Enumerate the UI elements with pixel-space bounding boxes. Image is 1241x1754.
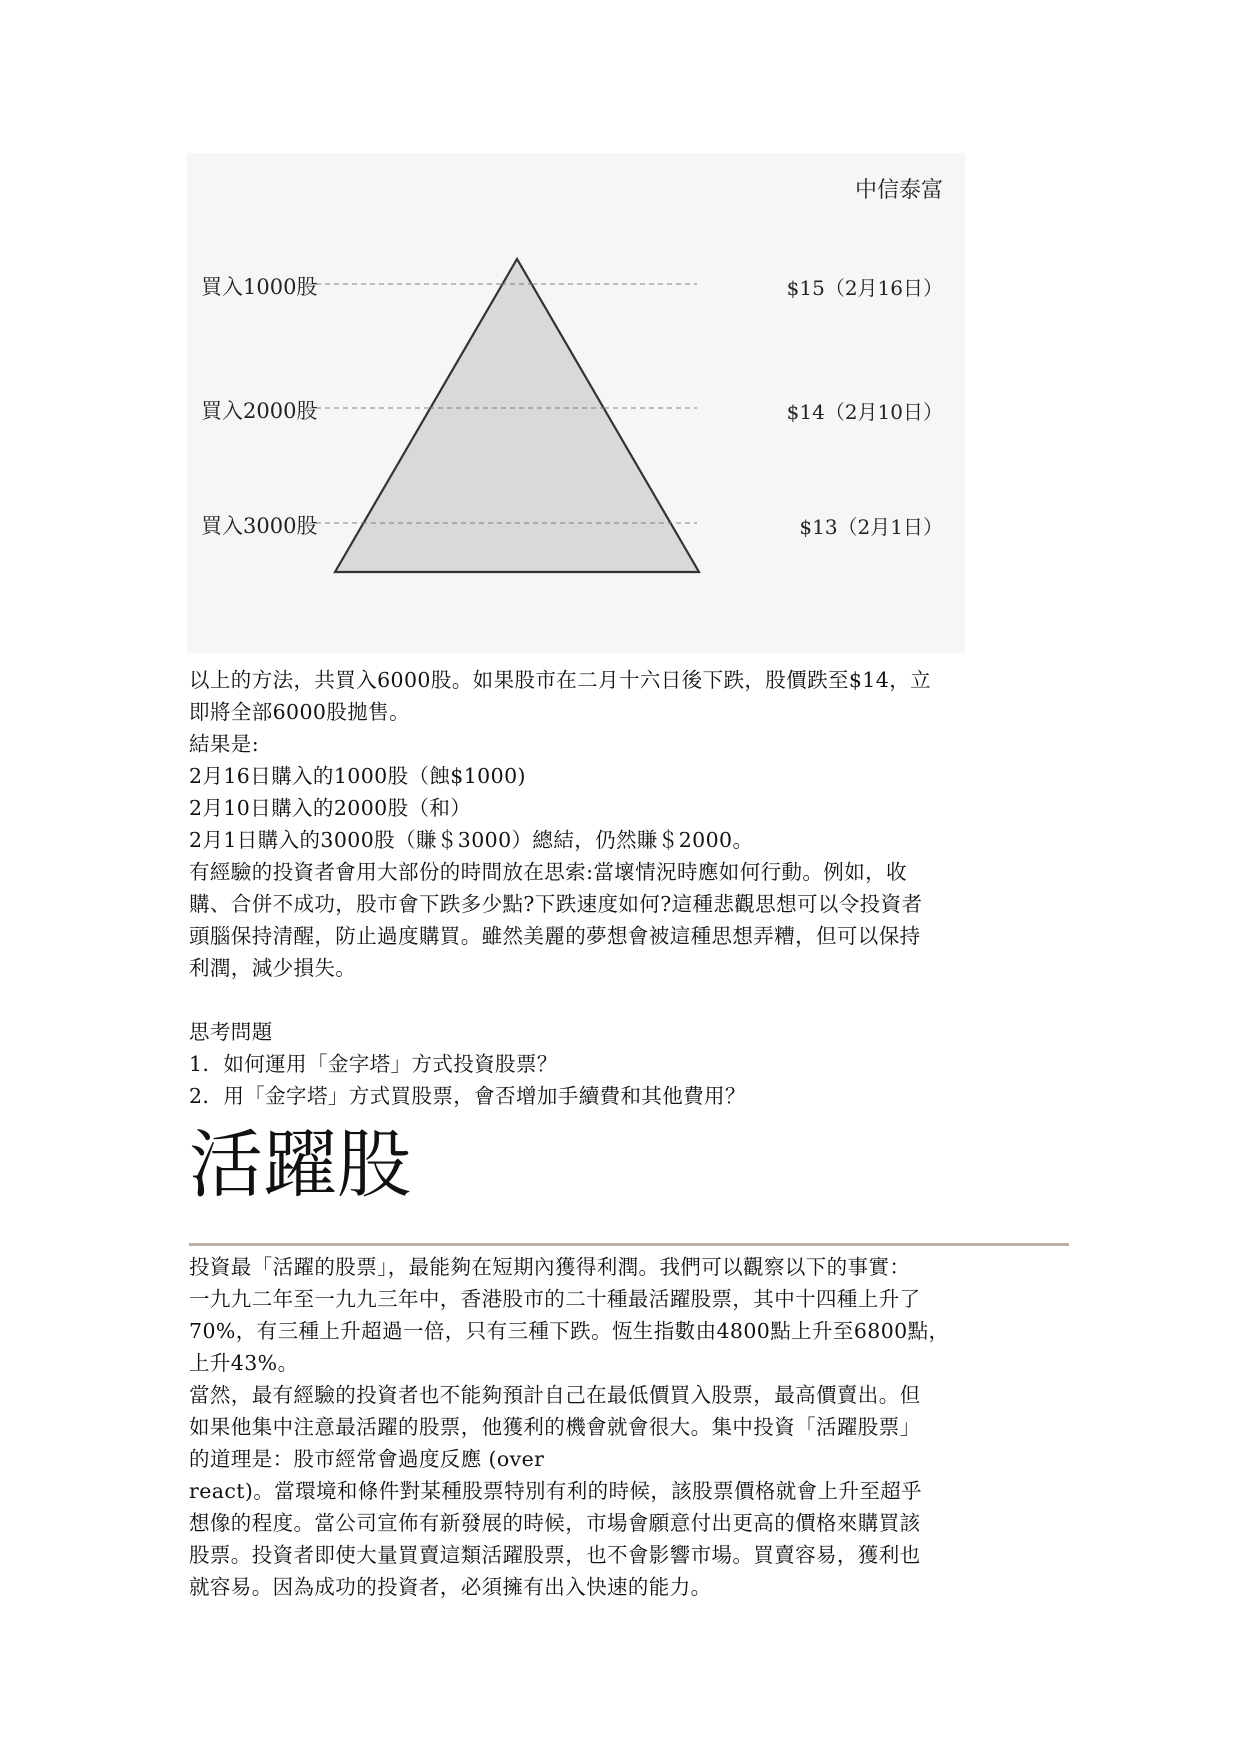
section-title: 活躍股 <box>189 1122 411 1208</box>
level-1-buy-label: 買入1000股 <box>201 275 318 299</box>
paragraph-line: 想像的程度。當公司宣佈有新發展的時候，市場會願意付出更高的價格來購買該 <box>189 1511 921 1535</box>
paragraph-line: 股票。投資者即使大量買賣這類活躍股票，也不會影響市場。買賣容易，獲利也 <box>189 1543 921 1567</box>
paragraph-line: 投資最「活躍的股票」，最能夠在短期內獲得利潤。我們可以觀察以下的事實： <box>189 1255 911 1279</box>
paragraph-line: 如果他集中注意最活躍的股票，他獲利的機會就會很大。集中投資「活躍股票」 <box>189 1415 921 1439</box>
level-2-price-label: $14（2月10日） <box>786 400 943 424</box>
paragraph-line: 當然，最有經驗的投資者也不能夠預計自己在最低價買入股票，最高價賣出。但 <box>189 1383 921 1407</box>
paragraph-line: 就容易。因為成功的投資者，必須擁有出入快速的能力。 <box>189 1575 712 1599</box>
level-1-price-label: $15（2月16日） <box>786 276 943 300</box>
paragraph-line: 有經驗的投資者會用大部份的時間放在思索:當壞情況時應如何行動。例如，收 <box>189 860 907 884</box>
questions-heading: 思考問題 <box>189 1020 273 1044</box>
paragraph-line: react)。當環境和條件對某種股票特別有利的時候，該股票價格就會上升至超乎 <box>189 1479 923 1503</box>
paragraph-line: 70%，有三種上升超過一倍，只有三種下跌。恆生指數由4800點上升至6800點， <box>189 1319 950 1343</box>
brand-label: 中信泰富 <box>854 178 943 203</box>
pyramid-triangle <box>335 259 699 572</box>
paragraph-line: 一九九二年至一九九三年中，香港股市的二十種最活躍股票，其中十四種上升了 <box>189 1287 921 1311</box>
active-stocks-body <box>189 1251 1069 1603</box>
title-divider <box>189 1243 1069 1246</box>
question-item: 1．如何運用「金字塔」方式投資股票？ <box>189 1052 558 1076</box>
paragraph-line: 2月10日購入的2000股（和） <box>189 796 472 820</box>
level-2-buy-label: 買入2000股 <box>201 399 318 423</box>
paragraph-line: 即將全部6000股拋售。 <box>189 700 410 724</box>
paragraph-line: 2月16日購入的1000股（蝕$1000) <box>189 764 526 788</box>
pyramid-figure <box>187 153 965 653</box>
paragraph-line: 上升43%。 <box>189 1351 299 1375</box>
paragraph-line: 的道理是：股市經常會過度反應 (over <box>189 1447 545 1471</box>
paragraph-line: 利潤，減少損失。 <box>189 956 357 980</box>
paragraph-line: 購、合併不成功，股市會下跌多少點?下跌速度如何?這種悲觀思想可以令投資者 <box>189 892 923 916</box>
paragraph-line: 以上的方法，共買入6000股。如果股市在二月十六日後下跌，股價跌至$14，立 <box>189 668 931 692</box>
paragraph-line: 結果是: <box>189 732 260 756</box>
level-3-price-label: $13（2月1日） <box>799 515 943 539</box>
paragraph-line: 2月1日購入的3000股（賺＄3000）總結，仍然賺＄2000。 <box>189 828 754 852</box>
question-item: 2．用「金字塔」方式買股票，會否增加手續費和其他費用？ <box>189 1084 746 1108</box>
pyramid-explanation <box>189 664 1069 1112</box>
level-3-buy-label: 買入3000股 <box>201 514 318 538</box>
paragraph-line: 頭腦保持清醒，防止過度購買。雖然美麗的夢想會被這種思想弄糟，但可以保持 <box>189 924 921 948</box>
